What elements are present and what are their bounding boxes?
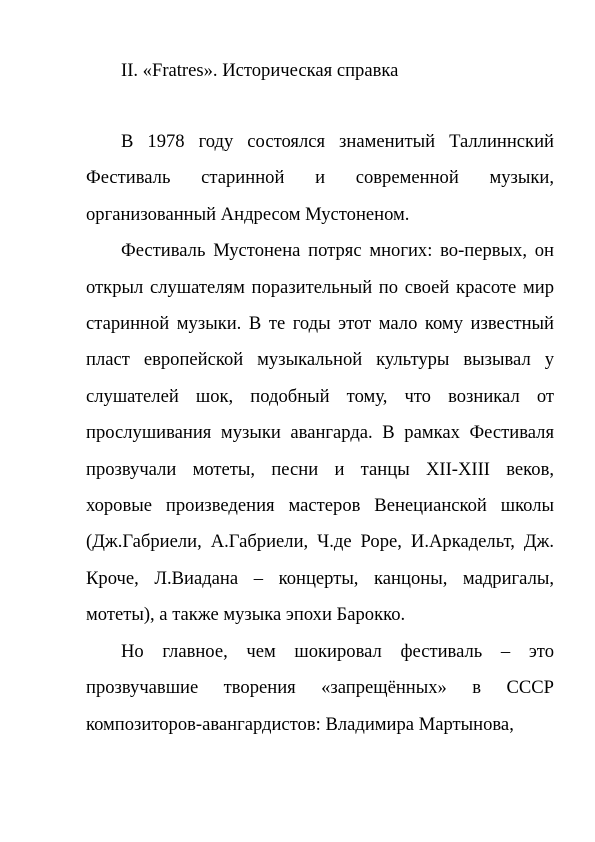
- section-heading: II. «Fratres». Историческая справка: [121, 60, 399, 81]
- paragraph-festival-intro: В 1978 году состоялся знаменитый Таллиннский Фестиваль старинной и современной музыки, организованный Андресом Мустоненом.: [86, 131, 554, 225]
- body-text: [86, 124, 554, 743]
- paragraph-avant-garde: Но главное, чем шокировал фестиваль – это прозвучавшие творения «запрещённых» в СССР композиторов-авангардистов: Владимира Мартынова,: [86, 640, 554, 735]
- paragraph-festival-impact: Фестиваль Мустонена потряс многих: во-первых, он открыл слушателям поразительный по своей красоте мир старинной музыки. В те годы этот мало кому известный пласт европейской музыкальной культуры вызывал у слушателей шок, подобный тому, что возникал от прослушивания музыки авангарда. В рамках Фестиваля прозвучали мотеты, песни и танцы XII-XIII веков, хоровые произведения мастеров Венецианской школы (Дж.Габриели, А.Габриели, Ч.де Роре, И.Аркадельт, Дж. Кроче, Л.Виадана – концерты, канцоны, мадригалы, мотеты), а также музыка эпохи Барокко.: [86, 240, 554, 626]
